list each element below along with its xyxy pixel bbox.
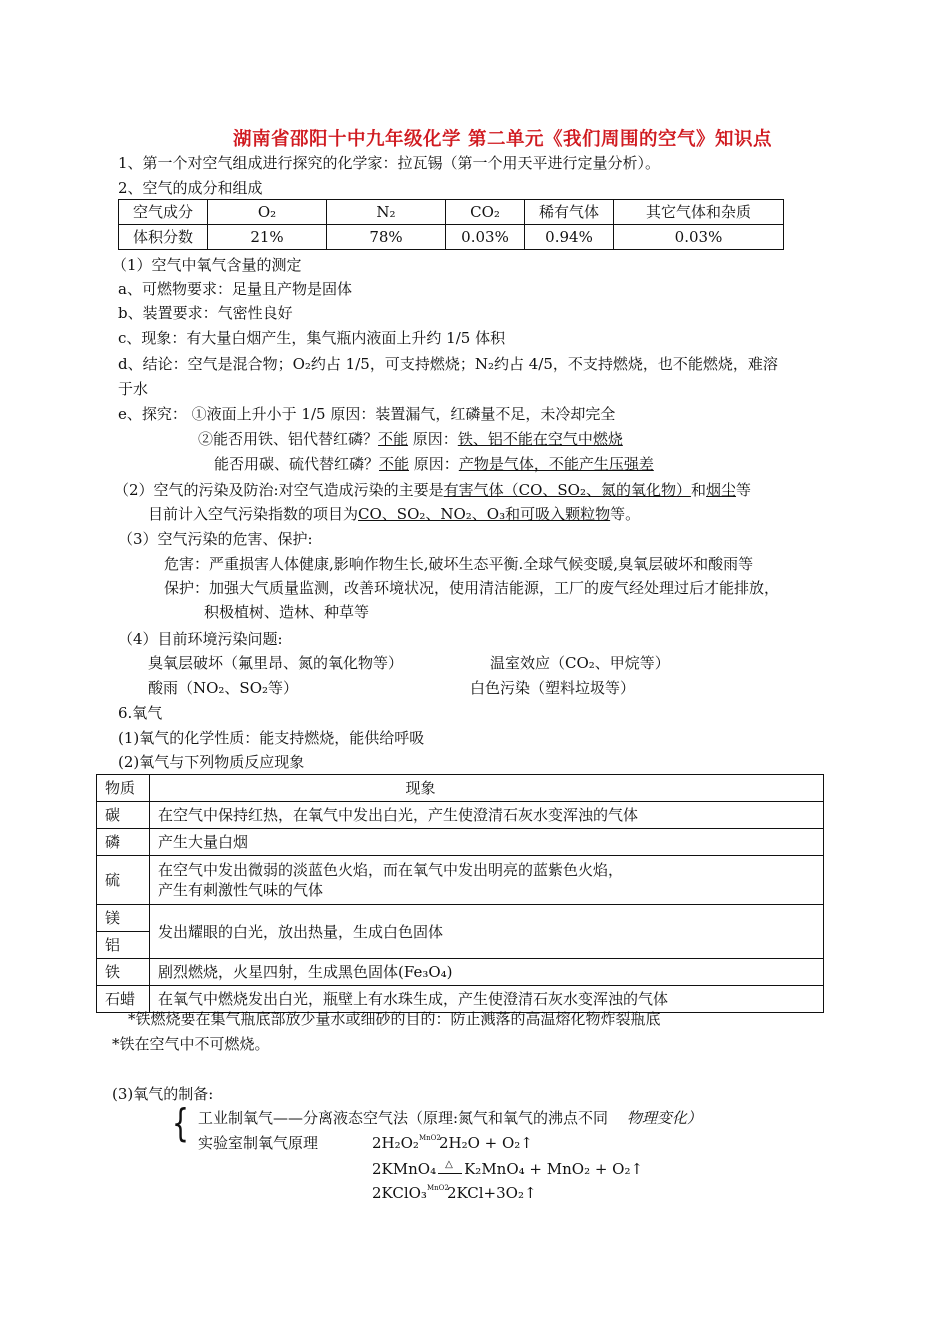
table-row [97,959,824,986]
text-span: 物理变化） [626,1109,702,1127]
table-cell: 现象 [150,775,824,802]
table-cell: 0.94% [525,225,614,250]
text-span: 工业制氧气——分离液态空气法（原理:氮气和氧气的沸点不同 [198,1109,609,1127]
underlined-answer: 产物是气体，不能产生压强差 [458,455,654,473]
table-cell: 磷 [97,829,150,856]
heat-icon: △ [445,1159,453,1170]
table-cell: 78% [327,225,446,250]
text-line: 保护：加强大气质量监测，改善环境状况，使用清洁能源，工厂的废气经处理过后才能排放， [164,579,780,597]
table-cell: 在空气中保持红热，在氧气中发出白光，产生使澄清石灰水变浑浊的气体 [150,802,824,829]
text-line: 积极植树、造林、种草等 [204,603,370,621]
reactant: 2H₂O₂ [372,1134,419,1152]
text-line: (1)氧气的化学性质：能支持燃烧，能供给呼吸 [118,729,425,747]
underlined-answer: 不能 [379,455,410,473]
section-2-heading: 2、空气的成分和组成 [118,179,263,197]
table-cell: 产生大量白烟 [150,829,824,856]
page-title: 湖南省邵阳十中九年级化学 第二单元《我们周围的空气》知识点 [233,129,772,150]
text-line: b、装置要求：气密性良好 [118,304,293,322]
table-cell: 铝 [97,932,150,959]
reaction-table [96,774,824,1013]
table-cell: CO₂ [446,200,525,225]
industrial-method [198,1108,702,1128]
oxygen-measure-heading: （1）空气中氧气含量的测定 [112,256,302,274]
cell-line: 产生有刺激性气味的气体 [158,881,324,899]
underlined-answer: 烟尘 [706,481,737,499]
table-row [119,225,784,250]
reactant: 2KMnO₄ [372,1160,437,1178]
table-cell: 体积分数 [119,225,208,250]
text-span: 和 [690,481,706,499]
list-item: 白色污染（塑料垃圾等） [470,679,636,697]
text-span: 原因： [408,430,458,448]
table-row [97,775,824,802]
text-span: 原因： [409,455,459,473]
underlined-answer: 铁、铝不能在空气中燃烧 [457,430,623,448]
table-cell: 碳 [97,802,150,829]
product: K₂MnO₄ + MnO₂ + O₂↑ [464,1160,644,1178]
text-line: d、结论：空气是混合物；O₂约占 1/5，可支持燃烧；N₂约占 4/5，不支持燃烧，也不能燃烧，难溶 [118,355,778,373]
table-cell: 剧烈燃烧，火星四射，生成黑色固体(Fe₃O₄) [150,959,824,986]
note: *铁燃烧要在集气瓶底部放少量水或细砂的目的：防止溅落的高温熔化物炸裂瓶底 [128,1010,661,1028]
table-cell: 空气成分 [119,200,208,225]
equation [372,1183,537,1203]
pollution-line [114,480,751,500]
note: *铁在空气中不可燃烧。 [112,1035,270,1053]
section-1: 1、第一个对空气组成进行探究的化学家：拉瓦锡（第一个用天平进行定量分析）。 [118,154,661,172]
table-cell: 铁 [97,959,150,986]
cell-line: 在空气中发出微弱的淡蓝色火焰，而在氧气中发出明亮的蓝紫色火焰， [158,861,624,879]
lab-method: 实验室制氧气原理 [198,1134,319,1152]
table-row [97,905,824,932]
table-cell: 稀有气体 [525,200,614,225]
underlined-answer: 有害气体（CO、SO₂、氮的氧化物） [443,481,691,499]
table-cell: 石蜡 [97,986,150,1013]
text-line [198,429,623,449]
text-span: ②能否用铁、铝代替红磷？ [198,430,379,448]
table-cell: 0.03% [446,225,525,250]
text-span: 等 [736,481,752,499]
harm-heading: （3）空气污染的危害、保护: [118,530,313,548]
product: 2KCl+3O₂↑ [446,1184,537,1202]
table-row [97,856,824,905]
text-line: e、探究： ①液面上升小于 1/5 原因：装置漏气，红磷量不足，未冷却完全 [118,405,616,423]
table-cell: 其它气体和杂质 [614,200,784,225]
table-cell [150,856,824,905]
text-span: （2）空气的污染及防治:对空气造成污染的主要是 [114,481,444,499]
table-row [97,802,824,829]
pollution-index-line [148,504,640,524]
table-cell: 硫 [97,856,150,905]
table-cell: 镁 [97,905,150,932]
text-line [214,454,654,474]
table-cell: N₂ [327,200,446,225]
reactant: 2KClO₃ [372,1184,427,1202]
text-line: 于水 [118,380,149,398]
oxygen-heading: 6.氧气 [118,704,163,722]
list-item: 臭氧层破坏（氟里昂、氮的氧化物等） [148,654,404,672]
air-composition-table [118,199,784,250]
table-row [97,829,824,856]
brace-icon: { [172,1101,189,1145]
text-span: 目前计入空气污染指数的项目为 [148,505,359,523]
text-line: a、可燃物要求：足量且产物是固体 [118,280,352,298]
table-cell: 物质 [97,775,150,802]
equation [372,1133,533,1153]
env-issues-heading: （4）目前环境污染问题: [118,630,283,648]
catalyst: MnO2 [426,1184,449,1192]
table-cell: 0.03% [614,225,784,250]
product: 2H₂O + O₂↑ [438,1134,533,1152]
text-line: 危害：严重损害人体健康,影响作物生长,破坏生态平衡.全球气候变暖,臭氧层破坏和酸雨等 [164,555,754,573]
text-span: 等。 [610,505,641,523]
table-row [119,200,784,225]
table-cell: 在氧气中燃烧发出白光，瓶壁上有水珠生成，产生使澄清石灰水变浑浊的气体 [150,986,824,1013]
underlined-answer: 不能 [378,430,409,448]
list-item: 酸雨（NO₂、SO₂等） [148,679,299,697]
text-span: 能否用碳、硫代替红磷？ [214,455,380,473]
underlined-answer: CO、SO₂、NO₂、O₃和可吸入颗粒物 [358,505,611,523]
catalyst: MnO2 [418,1134,441,1142]
text-line: c、现象：有大量白烟产生，集气瓶内液面上升约 1/5 体积 [118,329,506,347]
table-cell: 发出耀眼的白光，放出热量，生成白色固体 [150,905,824,959]
equation [372,1159,643,1179]
table-cell: 21% [208,225,327,250]
list-item: 温室效应（CO₂、甲烷等） [490,654,670,672]
text-line: (2)氧气与下列物质反应现象 [118,753,305,771]
preparation-heading: (3)氧气的制备: [112,1085,214,1103]
table-cell: O₂ [208,200,327,225]
